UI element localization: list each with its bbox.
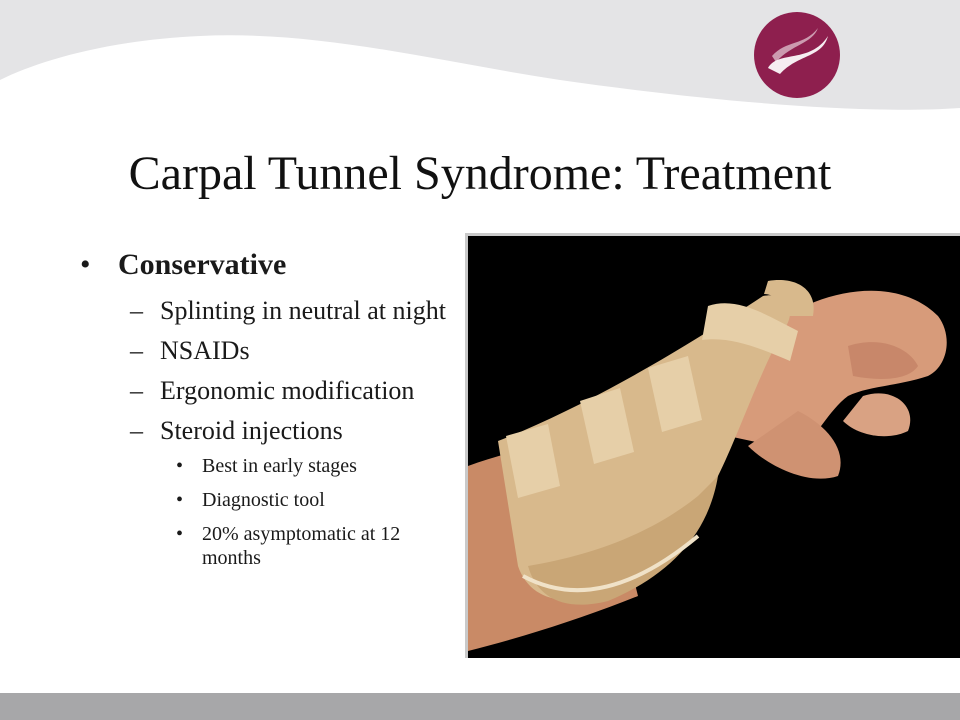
sub-sub-bullet-asymptomatic (176, 522, 455, 570)
sub-bullet-splinting (130, 294, 455, 328)
footer-bar (0, 693, 960, 720)
wrist-splint-photo (465, 233, 960, 658)
sub-sub-bullet-text: Best in early stages (202, 455, 357, 477)
sub-bullet-text: NSAIDs (160, 336, 250, 365)
sub-sub-bullet-text: Diagnostic tool (202, 489, 325, 511)
bullet-marker: • (176, 489, 184, 511)
bullet-conservative (80, 246, 455, 284)
sub-sub-bullet-early (176, 454, 455, 478)
bullet-marker: • (176, 523, 184, 545)
sub-bullet-steroid (130, 414, 455, 448)
dash-marker: – (130, 376, 143, 405)
swoosh-logo-icon (752, 10, 842, 100)
sub-bullet-text: Ergonomic modification (160, 376, 415, 405)
sub-sub-bullet-text: 20% asymptomatic at 12 months (202, 523, 401, 569)
dash-marker: – (130, 336, 143, 365)
bullet-marker: • (176, 455, 184, 477)
sub-bullet-text: Steroid injections (160, 416, 343, 445)
slide-title: Carpal Tunnel Syndrome: Treatment (128, 147, 832, 200)
dash-marker: – (130, 296, 143, 325)
sub-bullet-text: Splinting in neutral at night (160, 296, 446, 325)
sub-bullet-nsaids (130, 334, 455, 368)
sub-sub-bullet-diagnostic (176, 488, 455, 512)
sub-bullet-ergonomic (130, 374, 455, 408)
dash-marker: – (130, 416, 143, 445)
bullet-list (80, 246, 455, 580)
bullet-marker: • (80, 248, 91, 281)
bullet-text: Conservative (118, 248, 287, 281)
